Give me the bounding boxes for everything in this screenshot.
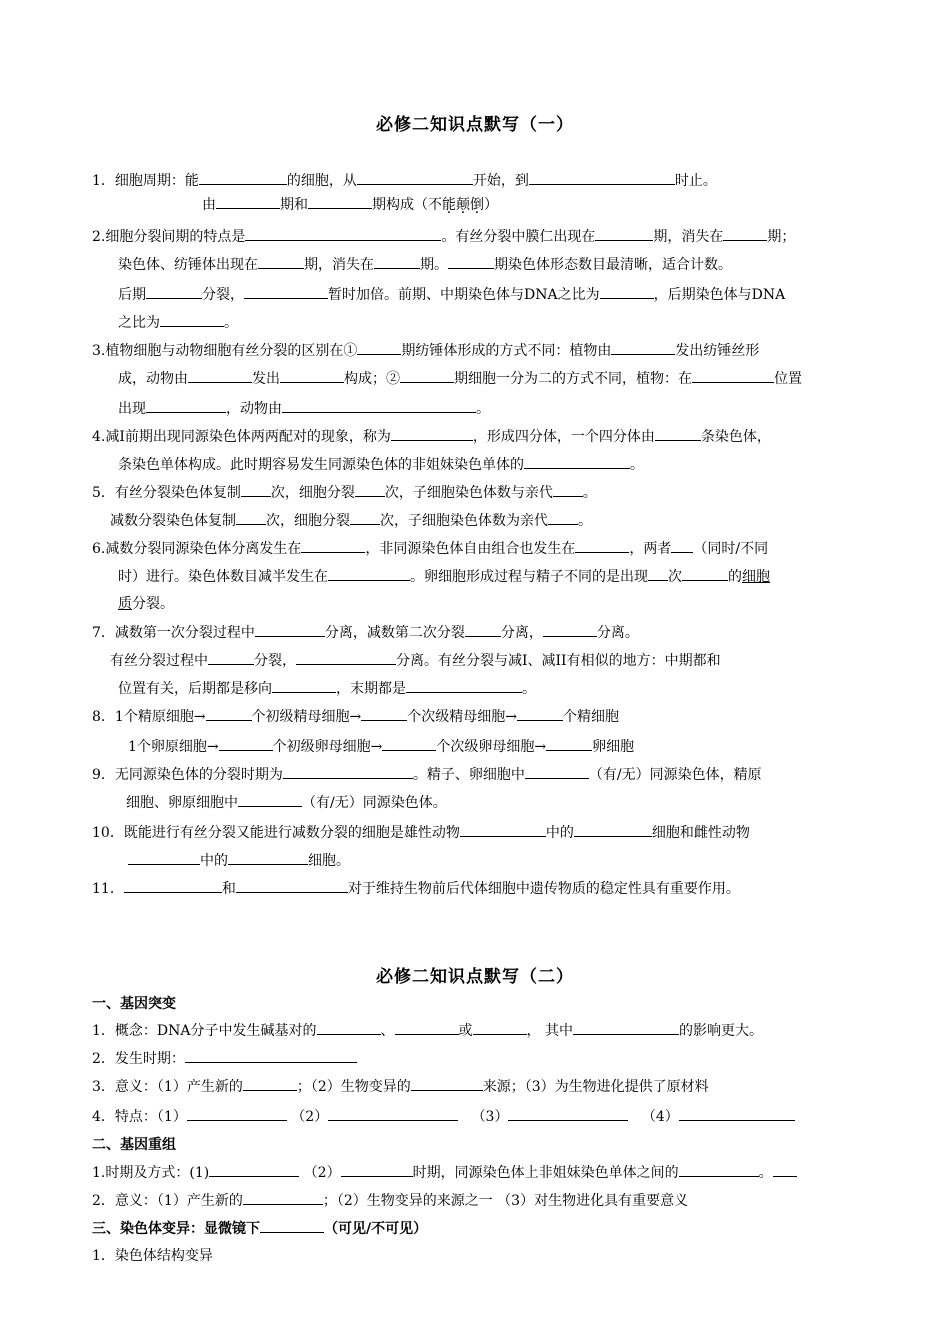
mutation-characteristics: 4．特点：（1） （2） （3） （4） [92, 1106, 795, 1127]
fill-blank[interactable] [382, 736, 436, 751]
fill-blank[interactable] [575, 538, 629, 553]
recombination-period: 1.时期及方式：(1) （2） 时期，同源染色体上非姐妹染色单体之间的 。 [92, 1162, 797, 1183]
question-7-line-1: 7．减数第一次分裂过程中 分离，减数第二次分裂 分离， 分离。 [92, 622, 639, 643]
fill-blank[interactable] [357, 340, 401, 355]
fill-blank[interactable] [595, 226, 653, 241]
fill-blank[interactable] [655, 426, 701, 441]
question-8-line-1: 8．1个精原细胞→ 个初级精母细胞→ 个次级精母细胞→ 个精细胞 [92, 706, 619, 727]
fill-blank[interactable] [611, 340, 675, 355]
question-4-line-2: 条染色单体构成。此时期容易发生同源染色体的非姐妹染色单体的 。 [118, 454, 644, 475]
question-6-line-1: 6.减数分裂同源染色体分离发生在 ，非同源染色体自由组合也发生在 ，两者 （同时/不同 [92, 538, 768, 559]
question-10-line-1: 10．既能进行有丝分裂又能进行减数分裂的细胞是雄性动物 中的 细胞和雌性动物 [92, 822, 750, 843]
mutation-significance: 3．意义：（1）产生新的 ；（2）生物变异的 来源；（3）为生物进化提供了原材料 [92, 1076, 709, 1097]
fill-blank[interactable] [391, 426, 473, 441]
section-title-2: 必修二知识点默写（二） [376, 967, 574, 987]
fill-blank[interactable] [236, 510, 266, 525]
fill-blank[interactable] [355, 482, 385, 497]
fill-blank[interactable] [317, 1020, 381, 1035]
fill-blank[interactable] [146, 284, 202, 299]
fill-blank[interactable] [361, 706, 407, 721]
question-10-line-2: 中的 细胞。 [128, 850, 350, 871]
fill-blank[interactable] [308, 194, 372, 209]
fill-blank[interactable] [553, 482, 583, 497]
fill-blank[interactable] [648, 566, 668, 581]
fill-blank[interactable] [208, 650, 254, 665]
fill-blank[interactable] [374, 254, 420, 269]
fill-blank[interactable] [236, 878, 348, 893]
fill-blank[interactable] [406, 678, 522, 693]
heading-chromosome-variation: 三、染色体变异：显微镜下 （可见/不可见） [92, 1218, 427, 1238]
fill-blank[interactable] [548, 510, 578, 525]
fill-blank[interactable] [228, 850, 308, 865]
question-1-line-2: 由 期和 期构成（不能颠倒） [202, 194, 498, 215]
fill-blank[interactable] [328, 1106, 458, 1121]
heading-gene-mutation: 一、基因突变 [92, 996, 176, 1012]
fill-blank[interactable] [241, 482, 271, 497]
fill-blank[interactable] [219, 736, 273, 751]
section-title-1: 必修二知识点默写（一） [376, 115, 574, 135]
question-7-line-3: 位置有关，后期都是移向 ，末期都是 。 [118, 678, 536, 699]
question-4-line-1: 4.减Ⅰ前期出现同源染色体两两配对的现象，称为 ，形成四分体，一个四分体由 条染色体， [92, 426, 771, 447]
fill-blank[interactable] [301, 538, 365, 553]
fill-blank[interactable] [465, 622, 501, 637]
question-9-line-2: 细胞、卵原细胞中 （有/无）同源染色体。 [126, 792, 447, 813]
fill-blank[interactable] [280, 368, 344, 383]
fill-blank[interactable] [524, 454, 630, 469]
fill-blank[interactable] [460, 822, 546, 837]
question-2-line-4: 之比为 。 [118, 312, 238, 333]
fill-blank[interactable] [600, 284, 654, 299]
fill-blank[interactable] [238, 792, 302, 807]
fill-blank[interactable] [543, 622, 597, 637]
question-7-line-2: 有丝分裂过程中 分裂， 分离。有丝分裂与减Ⅰ、减II有相似的地方：中期都和 [110, 650, 721, 671]
fill-blank[interactable] [671, 538, 693, 553]
fill-blank[interactable] [255, 622, 325, 637]
fill-blank[interactable] [258, 254, 304, 269]
chromosome-structure-variation: 1．染色体结构变异 [92, 1248, 213, 1264]
fill-blank[interactable] [411, 1076, 483, 1091]
fill-blank[interactable] [573, 1020, 679, 1035]
question-1-line-1: 1．细胞周期：能 的细胞，从 开始，到 时止。 [92, 170, 717, 191]
fill-blank[interactable] [679, 1106, 795, 1121]
heading-gene-recombination: 二、基因重组 [92, 1137, 176, 1153]
fill-blank[interactable] [272, 678, 336, 693]
fill-blank[interactable] [188, 368, 252, 383]
question-3-line-1: 3.植物细胞与动物细胞有丝分裂的区别在① 期纺锤体形成的方式不同：植物由 发出纺锤丝形 [92, 340, 759, 361]
question-11-line-1: 11． 和 对于维持生物前后代体细胞中遗传物质的稳定性具有重要作用。 [92, 878, 740, 899]
fill-blank[interactable] [448, 254, 494, 269]
fill-blank[interactable] [679, 1162, 759, 1177]
question-9-line-1: 9．无同源染色体的分裂时期为 。精子、卵细胞中 （有/无）同源染色体，精原 [92, 764, 762, 785]
fill-blank[interactable] [350, 510, 380, 525]
fill-blank[interactable] [245, 226, 441, 241]
mutation-concept: 1．概念：DNA分子中发生碱基对的 、 或 ， 其中 的影响更大。 [92, 1020, 763, 1041]
fill-blank[interactable] [395, 1020, 459, 1035]
fill-blank[interactable] [723, 226, 767, 241]
fill-blank[interactable] [216, 194, 280, 209]
fill-blank[interactable] [243, 1190, 323, 1205]
fill-blank[interactable] [209, 1162, 299, 1177]
fill-blank[interactable] [517, 706, 563, 721]
fill-blank[interactable] [357, 170, 473, 185]
fill-blank[interactable] [525, 764, 589, 779]
question-3-line-2: 成，动物由 发出 构成；② 期细胞一分为二的方式不同，植物：在 位置 [118, 368, 802, 389]
fill-blank[interactable] [282, 398, 476, 413]
fill-blank[interactable] [508, 1106, 628, 1121]
fill-blank[interactable] [328, 566, 410, 581]
fill-blank[interactable] [341, 1162, 413, 1177]
fill-blank[interactable] [283, 764, 413, 779]
fill-blank[interactable] [243, 1076, 297, 1091]
fill-blank[interactable] [574, 822, 652, 837]
question-2-line-1: 2.细胞分裂间期的特点是 。有丝分裂中膜仁出现在 期，消失在 期； [92, 226, 795, 247]
fill-blank[interactable] [400, 368, 454, 383]
question-2-line-2: 染色体、纺锤体出现在 期，消失在 期。 期染色体形态数目最清晰，适合计数。 [118, 254, 732, 275]
fill-blank[interactable] [682, 566, 728, 581]
fill-blank[interactable] [185, 1048, 357, 1063]
fill-blank[interactable] [773, 1162, 797, 1177]
fill-blank[interactable] [146, 398, 226, 413]
fill-blank[interactable] [473, 1020, 527, 1035]
fill-blank[interactable] [206, 706, 252, 721]
fill-blank[interactable] [187, 1106, 287, 1121]
recombination-significance: 2．意义：（1）产生新的 ；（2）生物变异的来源之一 （3）对生物进化具有重要意义 [92, 1190, 688, 1211]
question-3-line-3: 出现 ，动物由 。 [118, 398, 490, 419]
question-2-line-3: 后期 分裂， 暂时加倍。前期、中期染色体与DNA之比为 ，后期染色体与DNA [118, 284, 785, 305]
fill-blank[interactable] [128, 850, 200, 865]
fill-blank[interactable] [244, 284, 328, 299]
fill-blank[interactable] [199, 170, 287, 185]
fill-blank[interactable] [692, 368, 774, 383]
fill-blank[interactable] [546, 736, 592, 751]
question-5-line-2: 减数分裂染色体复制 次，细胞分裂 次，子细胞染色体数为亲代 。 [110, 510, 592, 531]
fill-blank[interactable] [296, 650, 396, 665]
mutation-period: 2．发生时期： [92, 1048, 357, 1069]
question-8-line-2: 1个卵原细胞→ 个初级卵母细胞→ 个次级卵母细胞→ 卵细胞 [128, 736, 634, 757]
fill-blank[interactable] [260, 1218, 324, 1233]
fill-blank[interactable] [160, 312, 224, 327]
question-6-line-2: 时）进行。染色体数目减半发生在 。卵细胞形成过程与精子不同的是出现 次 的细胞 [118, 566, 770, 587]
fill-blank[interactable] [529, 170, 675, 185]
question-6-line-3: 质分裂。 [118, 596, 174, 612]
question-5-line-1: 5．有丝分裂染色体复制 次，细胞分裂 次，子细胞染色体数与亲代 。 [92, 482, 597, 503]
fill-blank[interactable] [124, 878, 222, 893]
